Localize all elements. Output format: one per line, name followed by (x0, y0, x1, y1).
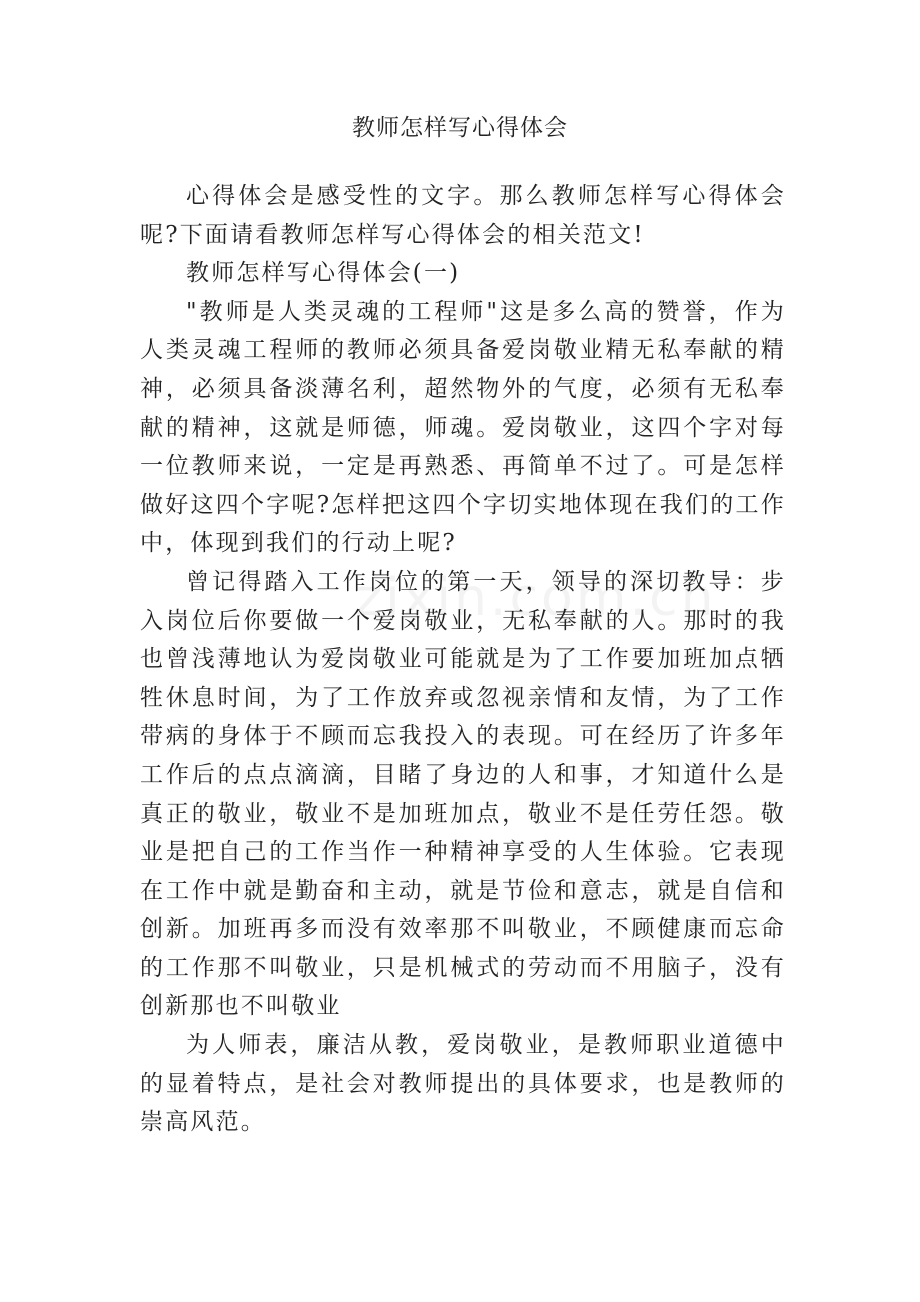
document-body (140, 177, 786, 1142)
section-heading: 教师怎样写心得体会(一) (186, 260, 461, 287)
paragraph-2: 曾记得踏入工作岗位的第一天，领导的深切教导：步入岗位后你要做一个爱岗敬业，无私奉献的人。那时的我也曾浅薄地认为爱岗敬业可能就是为了工作要加班加点牺牲休息时间，为了工作放弃或忽视亲情和友情，为了工作带病的身体于不顾而忘我投入的表现。可在经历了许多年工作后的点点滴滴，目睹了身边的人和事，才知道什么是真正的敬业，敬业不是加班加点，敬业不是任劳任怨。敬业是把自己的工作当作一种精神享受的人生体验。它表现在工作中就是勤奋和主动，就是节俭和意志，就是自信和创新。加班再多而没有效率那不叫敬业，不顾健康而忘命的工作那不叫敬业，只是机械式的劳动而不用脑子，没有创新那也不叫敬业 (140, 568, 786, 1020)
document-title: 教师怎样写心得体会 (352, 115, 568, 141)
paragraph-intro: 心得体会是感受性的文字。那么教师怎样写心得体会呢?下面请看教师怎样写心得体会的相关范文! (140, 183, 786, 248)
paragraph-1: "教师是人类灵魂的工程师"这是多么高的赞誉，作为人类灵魂工程师的教师必须具备爱岗敬业精无私奉献的精神，必须具备淡薄名利，超然物外的气度，必须有无私奉献的精神，这就是师德，师魂。爱岗敬业，这四个字对每一位教师来说，一定是再熟悉、再简单不过了。可是怎样做好这四个字呢?怎样把这四个字切实地体现在我们的工作中，体现到我们的行动上呢? (140, 298, 786, 557)
paragraph-3: 为人师表，廉洁从教，爱岗敬业，是教师职业道德中的显着特点，是社会对教师提出的具体要求，也是教师的崇高风范。 (140, 1032, 786, 1136)
